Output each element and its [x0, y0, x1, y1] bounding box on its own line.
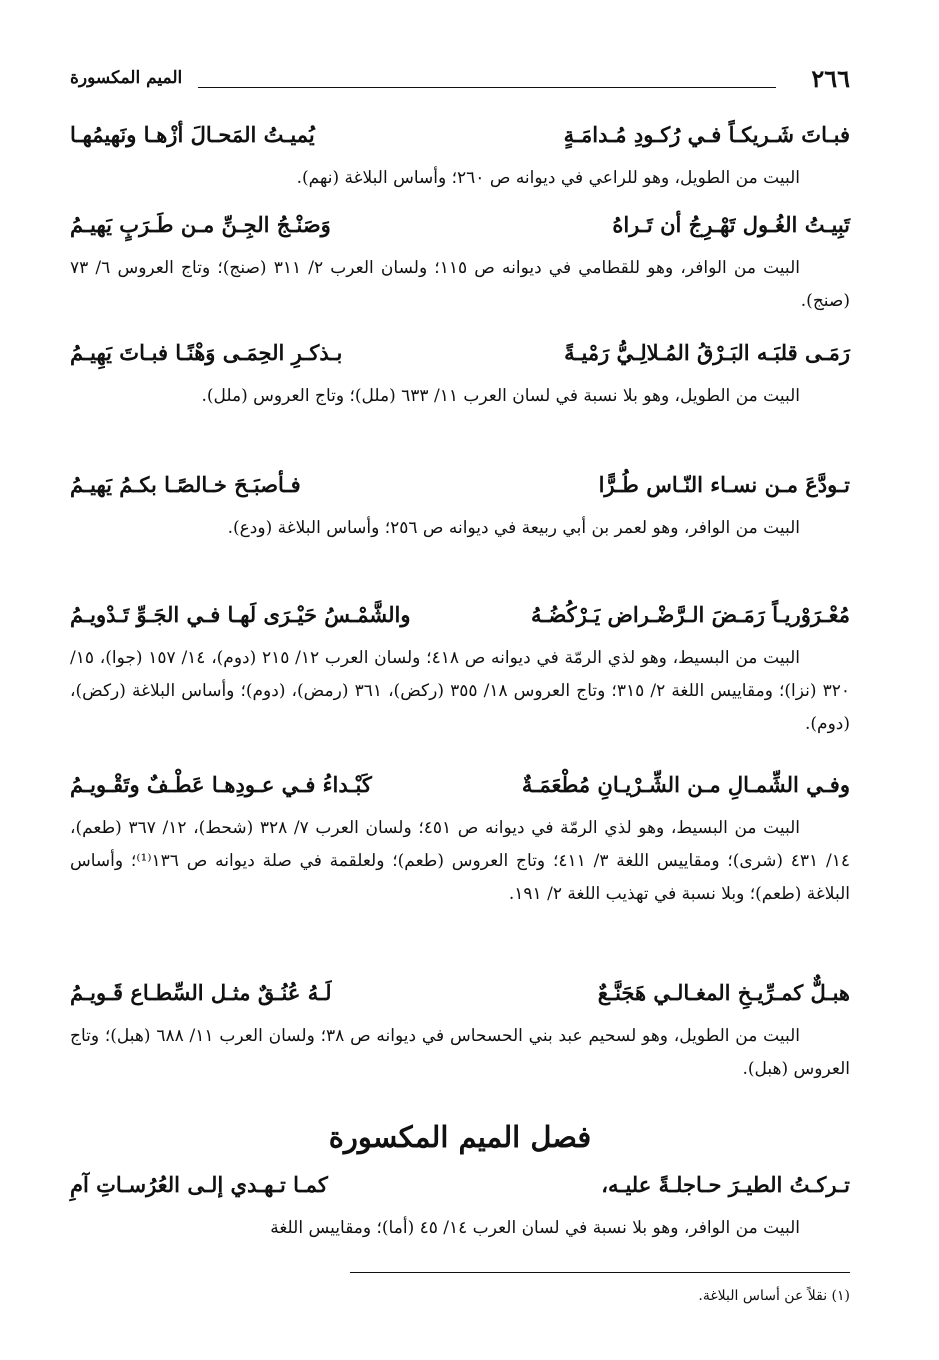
book-page — [70, 62, 850, 1342]
verse-first-hemistich: تَبِيـتُ الغُـول تَهْـرِجُ أن تَـراهُ — [612, 212, 850, 237]
verse-first-hemistich: تـركـتُ الطيـرَ حـاجلـةً عليـه، — [601, 1172, 850, 1197]
verse-note: البيت من الوافر، وهو للقطامي في ديوانه ص ١١٥؛ ولسان العرب ٢/ ٣١١ (صنج)؛ وتاج العروس ٦/ ٧٣ (صنج). — [70, 258, 850, 311]
verse-line — [70, 212, 850, 252]
verse-note: البيت من البسيط، وهو لذي الرمّة في ديوانه ص ٤٥١؛ ولسان العرب ٧/ ٣٢٨ (شحط)، ١٢/ ٣٦٧ (طعم)، ١٤/ ٤٣١ (شرى)؛ ومقاييس اللغة ٣/ ٤١١؛ وتاج العروس (طعم)؛ ولعلقمة في صلة ديوانه ص ١٣٦⁽¹⁾؛ وأساس البلاغة (طعم)؛ وبلا نسبة في تهذيب اللغة ٢/ ١٩١. — [70, 818, 850, 904]
verse-second-hemistich: لَـهُ عُنُـقٌ مثـل السِّطـاع قَـويـمُ — [70, 980, 332, 1005]
verse-line — [70, 472, 850, 512]
verse-first-hemistich: هبـلٌّ كمـرِّيـخِ المغـالـي هَجَنَّـعٌ — [597, 980, 850, 1005]
verse-line — [70, 980, 850, 1020]
verse-entry — [70, 602, 850, 741]
running-title: الميم المكسورة — [70, 68, 183, 88]
footnote-rule — [350, 1272, 850, 1273]
verse-note: البيت من البسيط، وهو لذي الرمّة في ديوانه ص ٤١٨؛ ولسان العرب ١٢/ ٢١٥ (دوم)، ١٤/ ١٥٧ (جوا)، ١٥/ ٣٢٠ (نزا)؛ ومقاييس اللغة ٢/ ٣١٥؛ وتاج العروس ١٨/ ٣٥٥ (ركض)، ٣٦١ (رمض)، (دوم)؛ وأساس البلاغة (ركض)، (دوم). — [70, 648, 851, 734]
verse-note: البيت من الطويل، وهو لسحيم عبد بني الحسحاس في ديوانه ص ٣٨؛ ولسان العرب ١١/ ٦٨٨ (هبل)؛ وتاج العروس (هبل). — [70, 1026, 850, 1079]
verse-note: البيت من الطويل، وهو بلا نسبة في لسان العرب ١١/ ٦٣٣ (ملل)؛ وتاج العروس (ملل). — [201, 386, 800, 406]
verse-first-hemistich: تـودَّعَ مـن نسـاء النّـاس طُـرًّا — [598, 472, 850, 497]
verse-line — [70, 340, 850, 380]
verse-entry — [70, 772, 850, 911]
verse-line — [70, 602, 850, 642]
verse-second-hemistich: بـذكـرِ الحِمَـى وَهْنًـا فبـاتَ يَهِيـمُ — [70, 340, 343, 365]
verse-first-hemistich: مُعْـرَوْريـاً رَمَـضَ الـرَّضْـراض يَـرْكُضُـهُ — [531, 602, 850, 627]
verse-second-hemistich: كمـا تـهـدي إلـى العُرُسـاتِ آمِ — [70, 1172, 328, 1197]
page-header — [70, 62, 850, 98]
verse-entry — [70, 980, 850, 1086]
verse-line — [70, 772, 850, 812]
verse-second-hemistich: والشَّمْـسُ حَيْـرَى لَهـا فـي الجَـوِّ تَـدْويـمُ — [70, 602, 411, 627]
verse-first-hemistich: وفـي الشِّمـالِ مـن الشِّـرْيـانِ مُطْعَمَـةٌ — [521, 772, 850, 797]
footnote: (١) نقلاً عن أساس البلاغة. — [698, 1288, 850, 1304]
verse-second-hemistich: كَبْـداءُ فـي عـودِهـا عَطْـفٌ وتَقْـويـمُ — [70, 772, 372, 797]
verse-first-hemistich: رَمَـى قلبَـه البَـرْقُ المُـلالِـيُّ رَمْيـةً — [564, 340, 850, 365]
verse-note: البيت من الطويل، وهو للراعي في ديوانه ص ٢٦٠؛ وأساس البلاغة (نهم). — [296, 168, 800, 188]
verse-entry — [70, 472, 850, 545]
verse-note: البيت من الوافر، وهو لعمر بن أبي ربيعة في ديوانه ص ٢٥٦؛ وأساس البلاغة (ودع). — [227, 518, 800, 538]
verse-second-hemistich: يُميـتُ المَحـالَ أزْهـا ونَهيمُهـا — [70, 122, 315, 147]
verse-entry — [70, 122, 850, 195]
verse-first-hemistich: فبـاتَ شَـريكـاً فـي رُكـودِ مُـدامَـةٍ — [563, 122, 850, 147]
verse-entry — [70, 1172, 850, 1245]
verse-entry — [70, 212, 850, 318]
section-title: فصل الميم المكسورة — [328, 1120, 592, 1154]
verse-note: البيت من الوافر، وهو بلا نسبة في لسان العرب ١٤/ ٤٥ (أما)؛ ومقاييس اللغة — [270, 1218, 800, 1238]
verse-second-hemistich: وَصَنْـجُ الجِـنِّ مـن طَـرَبٍ يَهيـمُ — [70, 212, 331, 237]
page-number: ٢٦٦ — [811, 64, 850, 93]
verse-entry — [70, 340, 850, 413]
verse-second-hemistich: فـأصبَـحَ خـالصًـا بكـمُ يَهيـمُ — [70, 472, 301, 497]
verse-line — [70, 122, 850, 162]
verse-line — [70, 1172, 850, 1212]
header-rule — [198, 87, 776, 88]
